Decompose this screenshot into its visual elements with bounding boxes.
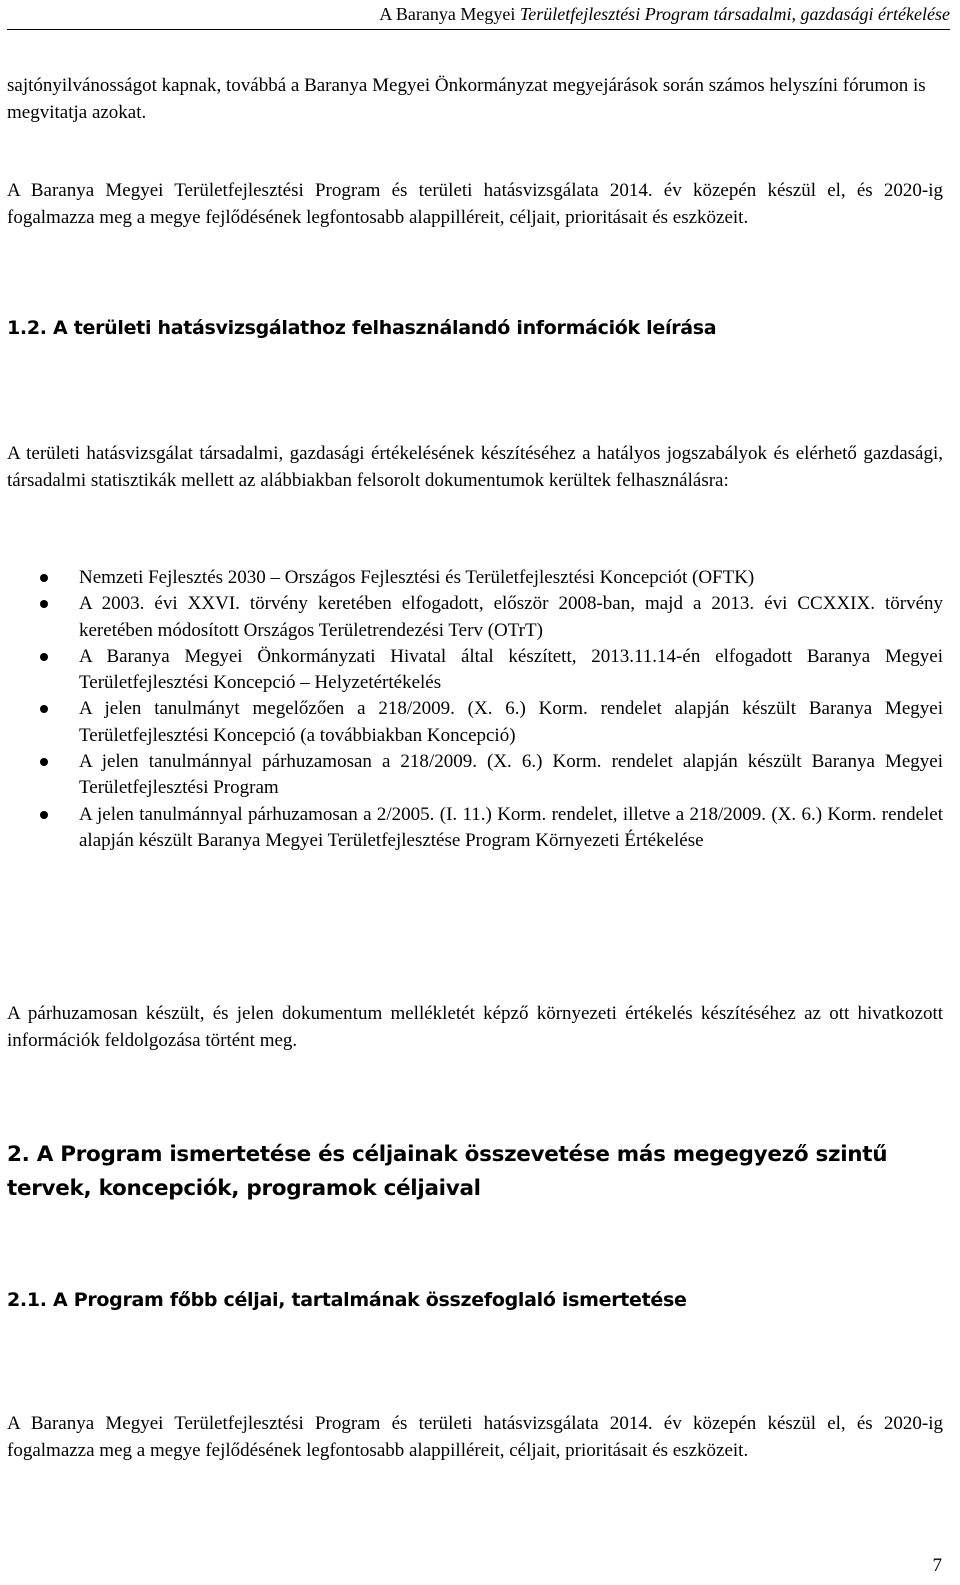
document-list bbox=[0, 565, 943, 854]
list-item-text: A jelen tanulmánnyal párhuzamosan a 2/2005. (I. 11.) Korm. rendelet, illetve a 218/2009. (X. 6.) Korm. rendelet alapján készült Baranya Megyei Területfejlesztése Program Környezeti Értékelése bbox=[79, 803, 943, 851]
intro-paragraph: sajtónyilvánosságot kapnak, továbbá a Baranya Megyei Önkormányzat megyejárások során számos helyszíni fórumon is megvitatja azokat. bbox=[7, 75, 926, 123]
list-item-text: A jelen tanulmányt megelőzően a 218/2009. (X. 6.) Korm. rendelet alapján készült Baranya Megyei Területfejlesztési Koncepció (a továbbiakban Koncepció) bbox=[79, 698, 943, 746]
list-item-text: A jelen tanulmánnyal párhuzamosan a 218/2009. (X. 6.) Korm. rendelet alapján készült Baranya Megyei Területfejlesztési Program bbox=[79, 751, 943, 799]
list-item bbox=[0, 565, 943, 591]
section-heading-1-2: 1.2. A területi hatásvizsgálathoz felhasználandó információk leírása bbox=[7, 317, 717, 339]
list-item bbox=[0, 644, 943, 697]
header-divider bbox=[7, 29, 950, 30]
bullet-icon bbox=[40, 600, 48, 608]
program-goals-paragraph: A Baranya Megyei Területfejlesztési Program és területi hatásvizsgálata 2014. év közepén készül el, és 2020-ig fogalmazza meg a megye fejlődésének legfontosabb alappilléreit, céljait, prioritásait és eszközeit. bbox=[7, 1413, 943, 1461]
list-item bbox=[0, 749, 943, 802]
list-item-text: Nemzeti Fejlesztés 2030 – Országos Fejlesztési és Területfejlesztési Koncepciót (OFTK) bbox=[79, 567, 755, 588]
list-item-text: A Baranya Megyei Önkormányzati Hivatal által készített, 2013.11.14-én elfogadott Baranya Megyei Területfejlesztési Koncepció – Helyzetértékelés bbox=[79, 645, 943, 694]
bullet-icon bbox=[40, 653, 48, 661]
list-item-text: A 2003. évi XXVI. törvény keretében elfogadott, először 2008-ban, majd a 2013. évi CCXXIX. törvény keretében módosított Országos Területrendezési Terv (OTrT) bbox=[79, 593, 943, 641]
page-number: 7 bbox=[932, 1555, 942, 1576]
bullet-icon bbox=[40, 758, 48, 766]
bullet-icon bbox=[40, 811, 48, 819]
list-item bbox=[0, 696, 943, 749]
section-heading-2: 2. A Program ismertetése és céljainak összevetése más megegyező szintű tervek, koncepciók, programok céljaival bbox=[7, 1142, 888, 1201]
bullet-icon bbox=[40, 705, 48, 713]
sources-intro-paragraph: A területi hatásvizsgálat társadalmi, gazdasági értékelésének készítéséhez a hatályos jogszabályok és elérhető gazdasági, társadalmi statisztikák mellett az alábbiakban felsorolt dokumentumok kerültek felhasználásra: bbox=[7, 443, 943, 491]
running-header bbox=[0, 3, 950, 25]
environmental-assessment-paragraph: A párhuzamosan készült, és jelen dokumentum mellékletét képző környezeti értékelés készítéséhez az ott hivatkozott információk feldolgozása történt meg. bbox=[7, 1003, 943, 1051]
program-summary-paragraph: A Baranya Megyei Területfejlesztési Program és területi hatásvizsgálata 2014. év közepén készül el, és 2020-ig fogalmazza meg a megye fejlődésének legfontosabb alappilléreit, céljait, prioritásait és eszközeit. bbox=[7, 180, 943, 228]
header-title-italic: Területfejlesztési Program társadalmi, gazdasági értékelése bbox=[519, 4, 950, 24]
bullet-icon bbox=[40, 574, 48, 582]
section-heading-2-1: 2.1. A Program főbb céljai, tartalmának összefoglaló ismertetése bbox=[7, 1289, 687, 1311]
header-title-plain: A Baranya Megyei bbox=[379, 4, 520, 24]
list-item bbox=[0, 591, 943, 644]
list-item bbox=[0, 802, 943, 855]
